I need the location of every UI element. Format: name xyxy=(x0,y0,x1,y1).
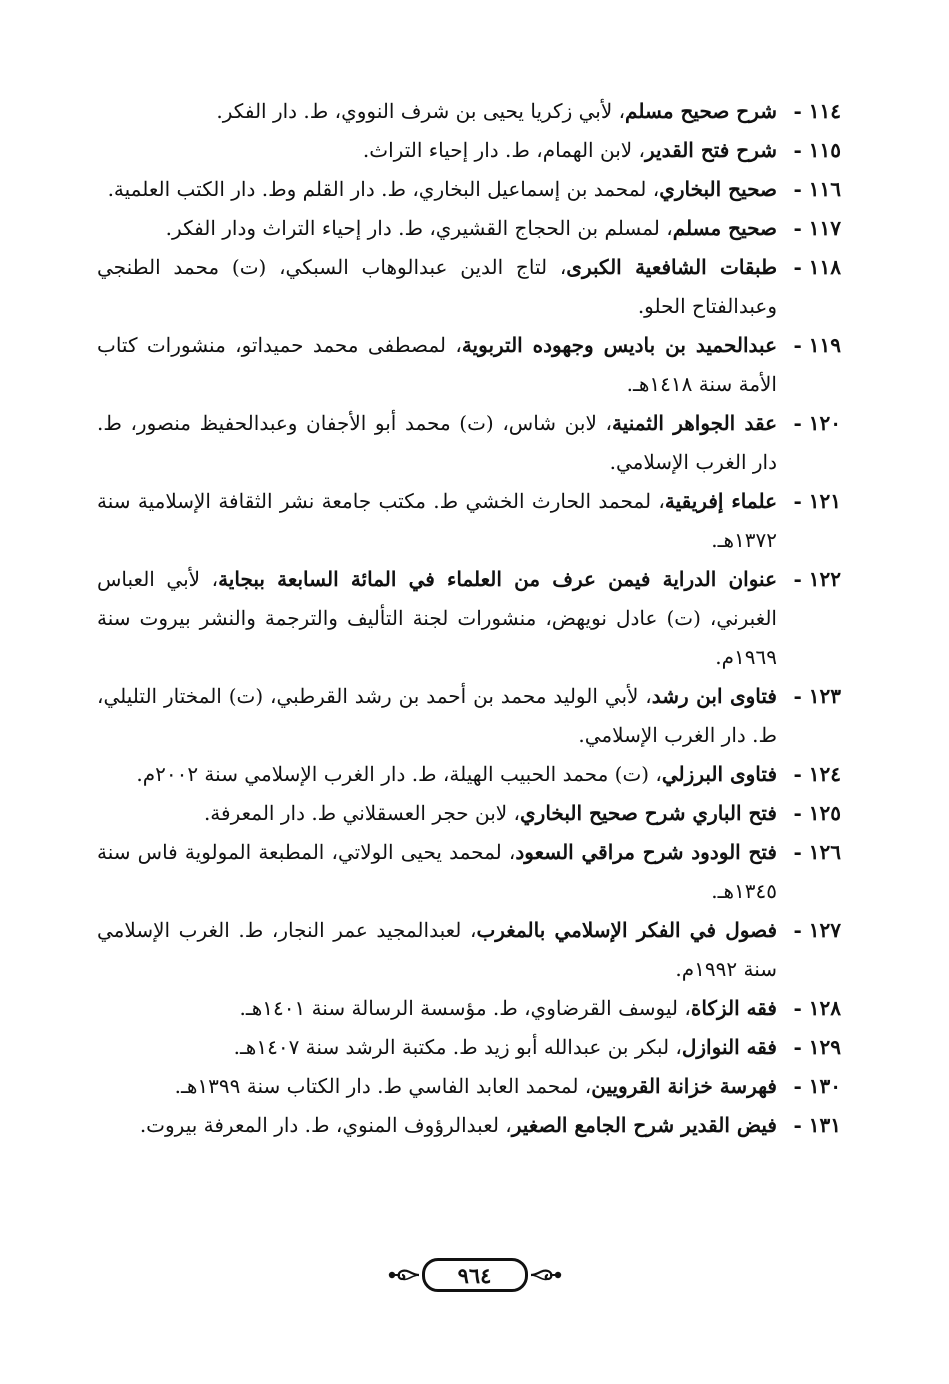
entry-title: عقد الجواهر الثمنية xyxy=(611,411,778,435)
entry-text xyxy=(97,833,777,911)
entry-number: ١١٥ - xyxy=(793,138,841,162)
entry-details: ، لعبدالمجيد عمر النجار، ط. الغرب الإسلامي سنة ١٩٩٢م. xyxy=(97,918,777,981)
entry-details: ، لابن شاس، (ت) محمد أبو الأجفان وعبدالحفيظ منصور، ط. دار الغرب الإسلامي. xyxy=(97,411,777,474)
page-number: ٩٦٤ xyxy=(422,1258,528,1292)
bibliography-entry-125 xyxy=(97,794,841,833)
entry-text xyxy=(97,560,777,677)
entry-number: ١٢٦ - xyxy=(793,840,841,864)
entry-details: ، لمحمد العابد الفاسي ط. دار الكتاب سنة ١٣٩٩هـ. xyxy=(174,1074,592,1098)
bibliography-entry-116 xyxy=(97,170,841,209)
entry-text xyxy=(97,170,777,209)
entry-text xyxy=(97,248,777,326)
entry-text xyxy=(97,677,777,755)
entry-details: ، لأبي الوليد محمد بن أحمد بن رشد القرطبي، (ت) المختار التليلي، ط. دار الغرب الإسلامي. xyxy=(97,684,777,747)
entry-details: ، لأبي العباس الغبرني، (ت) عادل نويهض، منشورات لجنة التأليف والترجمة والنشر بيروت سنة ١٩٦٩م. xyxy=(97,567,777,669)
entry-number: ١٢٥ - xyxy=(793,801,841,825)
entry-title: فقه الزكاة xyxy=(690,996,777,1020)
entry-number: ١١٨ - xyxy=(793,255,841,279)
bibliography-entry-117 xyxy=(97,209,841,248)
bibliography-entry-129 xyxy=(97,1028,841,1067)
entry-title: عنوان الدراية فيمن عرف من العلماء في المائة السابعة ببجاية xyxy=(218,567,777,591)
entry-title: علماء إفريقية xyxy=(664,489,778,513)
entry-title: فقه النوازل xyxy=(681,1035,777,1059)
entry-text xyxy=(97,92,777,131)
entry-title: طبقات الشافعية الكبرى xyxy=(566,255,778,279)
entry-title: شرح صحيح مسلم xyxy=(625,99,777,123)
page-footer xyxy=(0,1258,949,1292)
entry-details: ، لابن الهمام، ط. دار إحياء التراث. xyxy=(362,138,645,162)
bibliography-entry-120 xyxy=(97,404,841,482)
entry-title: عبدالحميد بن باديس وجهوده التربوية xyxy=(461,333,777,357)
entry-number: ١٢٨ - xyxy=(793,996,841,1020)
entry-title: فصول في الفكر الإسلامي بالمغرب xyxy=(476,918,778,942)
bibliography-entry-124 xyxy=(97,755,841,794)
entry-text xyxy=(97,326,777,404)
bibliography-entry-130 xyxy=(97,1067,841,1106)
entry-text xyxy=(97,1106,777,1145)
entry-text xyxy=(97,755,777,794)
scroll-ornament-icon xyxy=(386,1266,420,1284)
entry-text xyxy=(239,989,777,1028)
entry-details: ، لمحمد الحارث الخشي ط. مكتب جامعة نشر الثقافة الإسلامية سنة ١٣٧٢هـ. xyxy=(97,489,777,552)
entry-number: ١١٤ - xyxy=(793,99,841,123)
entry-details: ، لمحمد يحيى الولاتي، المطبعة المولوية فاس سنة ١٣٤٥هـ. xyxy=(97,840,777,903)
bibliography-entry-123 xyxy=(97,677,841,755)
entry-details: ، لمحمد بن إسماعيل البخاري، ط. دار القلم وط. دار الكتب العلمية. xyxy=(107,177,660,201)
page-number-frame xyxy=(386,1258,564,1292)
entry-title: صحيح البخاري xyxy=(659,177,777,201)
entry-number: ١٢١ - xyxy=(793,489,841,513)
entry-title: فتح الباري شرح صحيح البخاري xyxy=(520,801,777,825)
bibliography-entry-126 xyxy=(97,833,841,911)
bibliography-entry-115 xyxy=(97,131,841,170)
entry-text xyxy=(97,911,777,989)
entry-number: ١١٧ - xyxy=(793,216,841,240)
entry-number: ١٢٠ - xyxy=(793,411,841,435)
entry-details: ، لعبدالرؤوف المنوي، ط. دار المعرفة بيروت. xyxy=(139,1113,512,1137)
entry-text xyxy=(204,794,777,833)
scroll-ornament-icon xyxy=(530,1266,564,1284)
entry-number: ١٢٤ - xyxy=(793,762,841,786)
entry-text xyxy=(175,1067,777,1106)
entry-details: ، لمسلم بن الحجاج القشيري، ط. دار إحياء التراث ودار الفكر. xyxy=(165,216,673,240)
bibliography-entry-128 xyxy=(97,989,841,1028)
entry-title: فهرسة خزانة القرويين xyxy=(591,1074,777,1098)
entry-details: ، لأبي زكريا يحيى بن شرف النووي، ط. دار الفكر. xyxy=(216,99,626,123)
bibliography-entry-121 xyxy=(97,482,841,560)
entry-number: ١١٩ - xyxy=(793,333,841,357)
bibliography-entry-119 xyxy=(97,326,841,404)
entry-number: ١٢٣ - xyxy=(793,684,841,708)
entry-number: ١٣١ - xyxy=(793,1113,841,1137)
entry-number: ١٣٠ - xyxy=(793,1074,841,1098)
entry-details: ، ليوسف القرضاوي، ط. مؤسسة الرسالة سنة ١٤٠١هـ. xyxy=(239,996,691,1020)
entry-details: ، (ت) محمد الحبيب الهيلة، ط. دار الغرب الإسلامي سنة ٢٠٠٢م. xyxy=(136,762,662,786)
entry-title: صحيح مسلم xyxy=(672,216,777,240)
entry-number: ١١٦ - xyxy=(793,177,841,201)
bibliography-entry-127 xyxy=(97,911,841,989)
bibliography-list xyxy=(97,92,841,1145)
entry-title: فتاوى ابن رشد xyxy=(651,684,777,708)
entry-text xyxy=(234,1028,777,1067)
bibliography-entry-131 xyxy=(97,1106,841,1145)
bibliography-entry-114 xyxy=(97,92,841,131)
entry-number: ١٢٢ - xyxy=(793,567,841,591)
entry-number: ١٢٧ - xyxy=(793,918,841,942)
entry-title: فتح الودود شرح مراقي السعود xyxy=(515,840,777,864)
entry-details: ، لبكر بن عبدالله أبو زيد ط. مكتبة الرشد سنة ١٤٠٧هـ. xyxy=(233,1035,682,1059)
entry-text xyxy=(97,482,777,560)
bibliography-entry-118 xyxy=(97,248,841,326)
entry-text xyxy=(97,209,777,248)
entry-details: ، لتاج الدين عبدالوهاب السبكي، (ت) محمد الطنجي وعبدالفتاح الحلو. xyxy=(97,255,777,318)
bibliography-entry-122 xyxy=(97,560,841,677)
entry-title: فتاوى البرزلي xyxy=(661,762,777,786)
entry-number: ١٢٩ - xyxy=(793,1035,841,1059)
entry-title: شرح فتح القدير xyxy=(644,138,777,162)
entry-details: ، لابن حجر العسقلاني ط. دار المعرفة. xyxy=(203,801,520,825)
entry-text xyxy=(97,404,777,482)
entry-title: فيض القدير شرح الجامع الصغير xyxy=(511,1113,777,1137)
entry-text xyxy=(97,131,777,170)
entry-details: ، لمصطفى محمد حميداتو، منشورات كتاب الأمة سنة ١٤١٨هـ. xyxy=(97,333,777,396)
